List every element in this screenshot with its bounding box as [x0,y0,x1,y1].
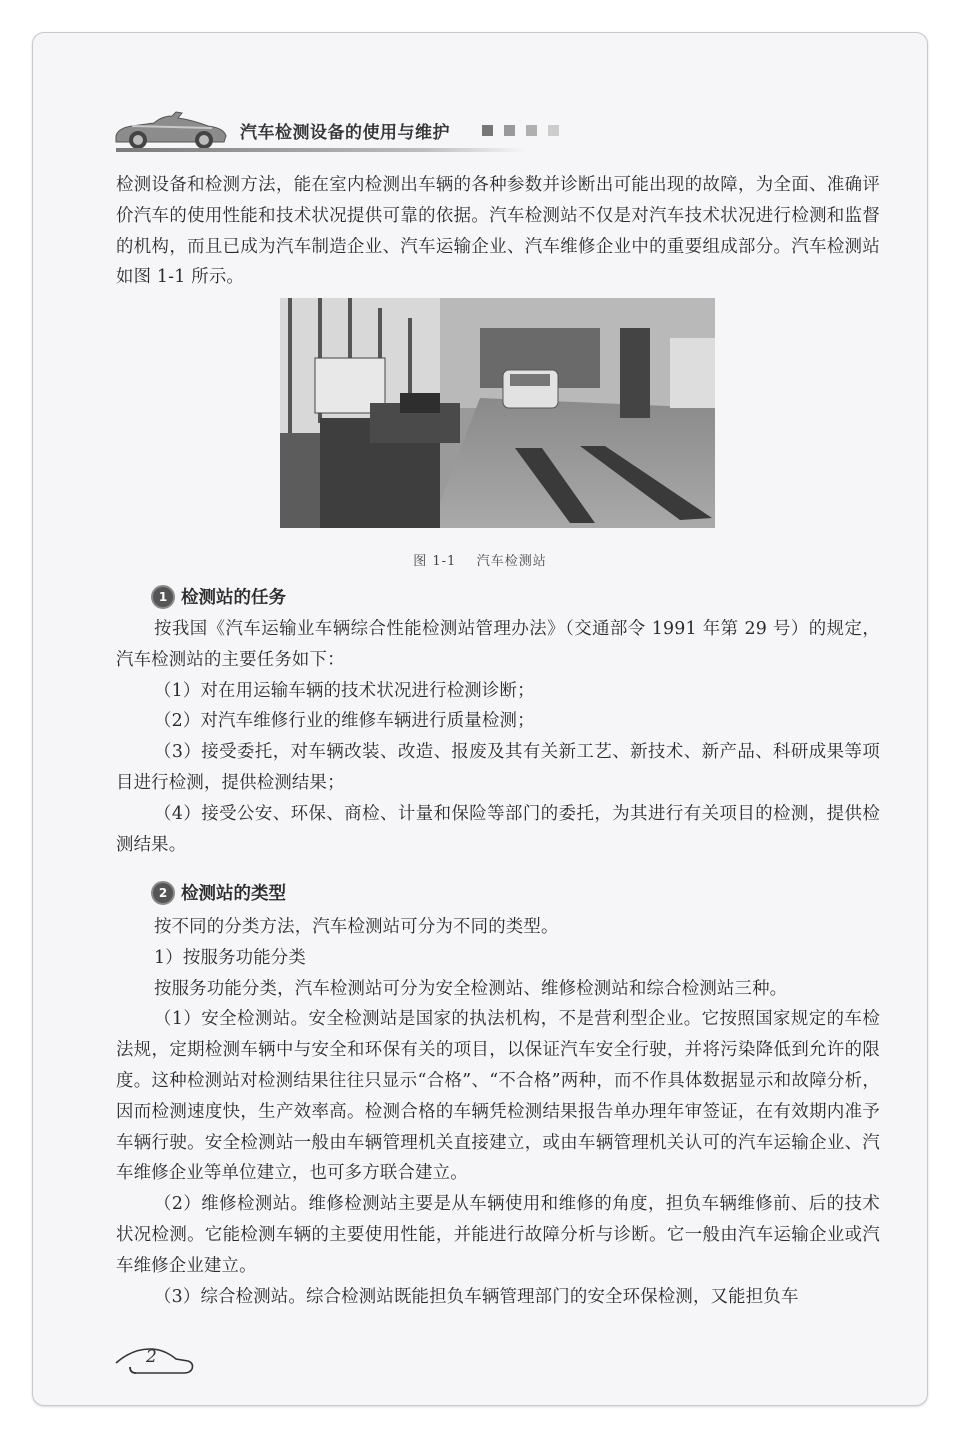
book-title: 汽车检测设备的使用与维护 [240,123,450,143]
decor-square [482,125,493,136]
station-type-item: （1）安全检测站。安全检测站是国家的执法机构，不是营利型企业。它按照国家规定的车检法规，定期检测车辆中与安全和环保有关的项目，以保证汽车安全行驶，并将污染降低到允许的限度。这种检测站对检测结果往往只显示“合格”、“不合格”两种，而不作具体数据显示和故障分析，因而检测速度快，生产效率高。检测合格的车辆凭检测结果报告单办理年审签证，在有效期内准予车辆行驶。安全检测站一般由车辆管理机关直接建立，或由车辆管理机关认可的汽车运输企业、汽车维修企业等单位建立，也可多方联合建立。 [116,1009,880,1184]
running-header [112,106,582,152]
section2-intro: 按不同的分类方法，汽车检测站可分为不同的类型。 [154,917,559,937]
task-item: （3）接受委托，对车辆改装、改造、报废及其有关新工艺、新技术、新产品、科研成果等项目进行检测，提供检测结果； [116,742,880,793]
header-rule [116,148,526,152]
intro-section [116,170,880,293]
convertible-car-icon [112,106,230,150]
task-item: （2）对汽车维修行业的维修车辆进行质量检测； [154,711,535,732]
section2-summary: 按服务功能分类，汽车检测站可分为安全检测站、维修检测站和综合检测站三种。 [154,978,788,999]
section-number-badge-icon: 1 [153,587,173,607]
section2-body [116,912,880,1312]
task-item: （1）对在用运输车辆的技术状况进行检测诊断； [154,680,535,701]
section-heading-text: 检测站的类型 [181,884,286,904]
decor-square [548,125,559,136]
section1-body [116,614,880,860]
figure-caption-text: 汽车检测站 [476,554,547,569]
figure-label: 图 1-1 [413,554,457,569]
car-outline-icon [112,1345,202,1381]
section-heading-tasks [153,584,286,609]
page-number-car-badge [112,1345,202,1381]
inspection-station-photo [280,298,715,528]
page-number: 2 [146,1347,157,1367]
section-heading-types [153,880,286,905]
figure-inspection-station-photo [280,298,715,528]
decor-square [526,125,537,136]
figure-caption [0,550,960,569]
intro-paragraph: 检测设备和检测方法，能在室内检测出车辆的各种参数并诊断出可能出现的故障，为全面、准确评价汽车的使用性能和技术状况提供可靠的依据。汽车检测站不仅是对汽车技术状况进行检测和监督的机构，而且已成为汽车制造企业、汽车运输企业、汽车维修企业中的重要组成部分。汽车检测站如图 1-1 所示。 [116,175,880,288]
task-item: （4）接受公安、环保、商检、计量和保险等部门的委托，为其进行有关项目的检测，提供检测结果。 [116,803,880,855]
decor-square [504,125,515,136]
section-number-badge-icon: 2 [153,883,173,903]
section2-subheading: 1）按服务功能分类 [154,947,306,968]
station-type-item: （2）维修检测站。维修检测站主要是从车辆使用和维修的角度，担负车辆维修前、后的技术状况检测。它能检测车辆的主要使用性能，并能进行故障分析与诊断。它一般由汽车运输企业或汽车维修企业建立。 [116,1194,880,1276]
section-heading-text: 检测站的任务 [181,588,286,608]
section1-intro: 按我国《汽车运输业车辆综合性能检测站管理办法》（交通部令 1991 年第 29 号）的规定，汽车检测站的主要任务如下： [116,619,880,670]
station-type-item: （3）综合检测站。综合检测站既能担负车辆管理部门的安全环保检测，又能担负车 [154,1286,799,1307]
